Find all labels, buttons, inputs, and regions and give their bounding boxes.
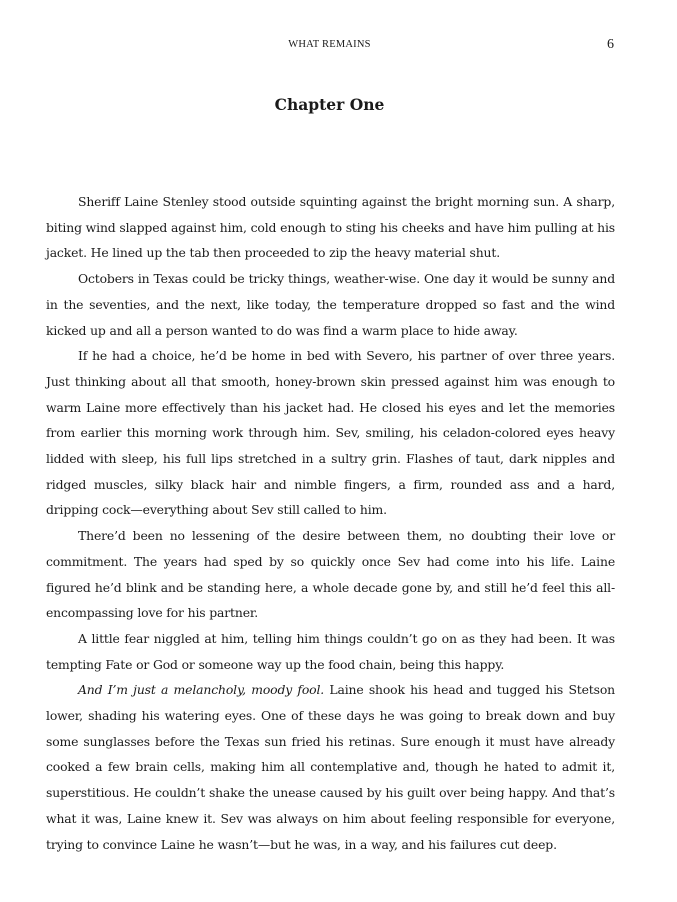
paragraph: Sheriff Laine Stenley stood outside squinting against the bright morning sun. A sharp, biting wind slapped against him, cold enough to sting his cheeks and have him pulling at his jacket. He lined up the tab then proceeded to zip the heavy material shut. (46, 194, 615, 261)
running-header (0, 38, 677, 54)
italic-thought: And I’m just a melancholy, moody fool. (78, 682, 325, 698)
paragraph-text: Laine shook his head and tugged his Stetson lower, shading his watering eyes. One of these days he was going to break down and buy some sunglasses before the Texas sun fried his retinas. Sure enough it must have already cooked a few brain cells, making him all contemplative and, though he hated to admit it, superstitious. He couldn’t shake the unease caused by his guilt over being happy. And that’s what it was, Laine knew it. Sev was always on him about feeling responsible for everyone, trying to convince Laine he wasn’t—but he was, in a way, and his failures cut deep. (46, 682, 615, 852)
page-number: 6 (607, 37, 614, 52)
paragraph: A little fear niggled at him, telling him things couldn’t go on as they had been. It was tempting Fate or God or someone way up the food chain, being this happy. (46, 630, 615, 672)
paragraph: If he had a choice, he’d be home in bed with Severo, his partner of over three years. Just thinking about all that smooth, honey-brown skin pressed against him was enough to warm Laine more effectively than his jacket had. He closed his eyes and let the memories from earlier this morning work through him. Sev, smiling, his celadon-colored eyes heavy lidded with sleep, his full lips stretched in a sultry grin. Flashes of taut, dark nipples and ridged muscles, silky black hair and nimble fingers, a firm, rounded ass and a hard, dripping cock—everything about Sev still called to him. (46, 348, 615, 518)
paragraph: There’d been no lessening of the desire between them, no doubting their love or commitment. The years had sped by so quickly once Sev had come into his life. Laine figured he’d blink and be standing here, a whole decade gone by, and still he’d feel this all-encompassing love for his partner. (46, 528, 615, 621)
running-title: WHAT REMAINS (288, 39, 371, 50)
chapter-body (46, 189, 615, 857)
chapter-title: Chapter One (274, 95, 385, 114)
paragraph: Octobers in Texas could be tricky things, weather-wise. One day it would be sunny and in the seventies, and the next, like today, the temperature dropped so fast and the wind kicked up and all a person wanted to do was find a warm place to hide away. (46, 271, 615, 338)
paragraph (46, 677, 615, 857)
